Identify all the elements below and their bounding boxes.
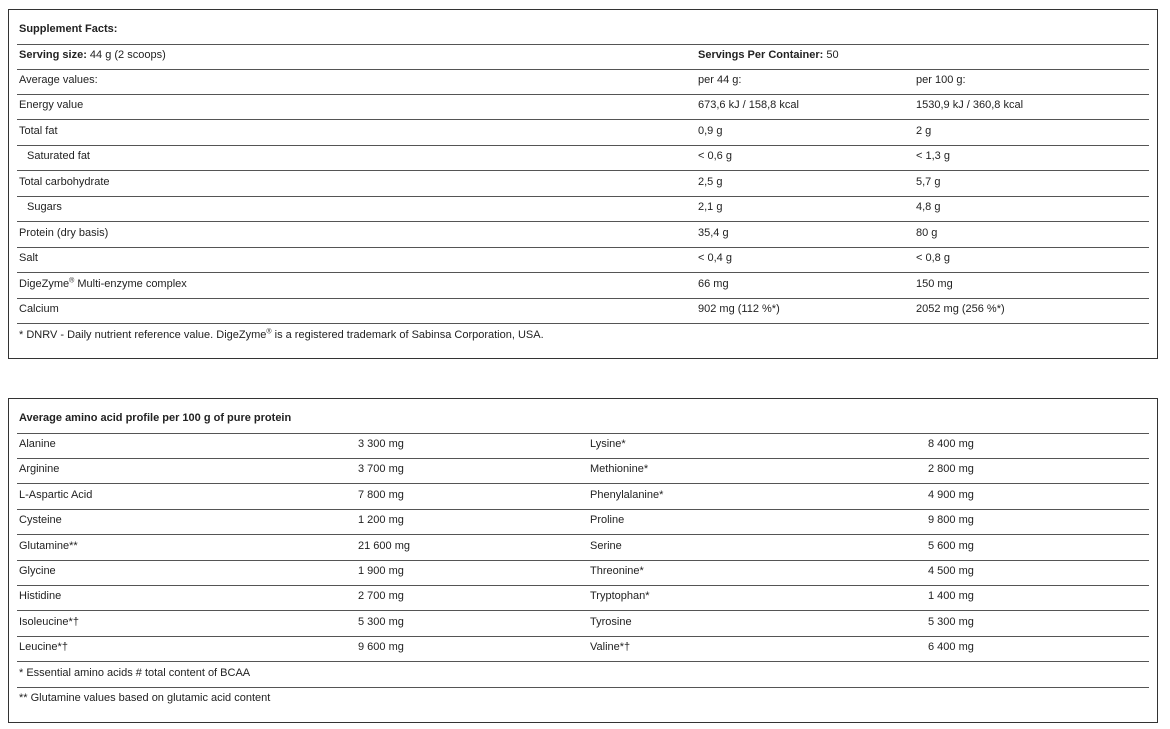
amino-value: 6 400 mg (928, 641, 974, 654)
per-serving-value: < 0,6 g (698, 150, 732, 162)
facts-row (17, 247, 1149, 273)
amino-name: Serine (590, 539, 622, 552)
amino-name: Leucine*† (19, 641, 68, 654)
per-100-value: 150 mg (916, 277, 953, 290)
amino-footnote2: ** Glutamine values based on glutamic acid content (19, 692, 271, 704)
amino-name: Glycine (19, 565, 56, 577)
facts-row (17, 171, 1149, 197)
amino-value: 21 600 mg (358, 539, 410, 552)
amino-footnote1: * Essential amino acids # total content of BCAA (19, 667, 251, 679)
header-per-100: per 100 g: (916, 74, 966, 86)
amino-name: Arginine (19, 463, 60, 476)
per-100-value: 2052 mg (256 %*) (916, 303, 1005, 315)
per-100-value: 1530,9 kJ / 360,8 kcal (916, 99, 1024, 111)
header-per-serving: per 44 g: (698, 74, 742, 86)
amino-value: 1 400 mg (928, 590, 974, 603)
amino-name: Methionine* (590, 463, 649, 476)
supplement-facts-table (8, 9, 1158, 359)
amino-title-row (17, 399, 1149, 434)
serving-row (17, 44, 1149, 70)
amino-value: 8 400 mg (928, 438, 974, 450)
nutrient-name: Sugars (27, 201, 62, 213)
amino-row (17, 611, 1149, 637)
facts-row (17, 222, 1149, 248)
amino-value: 5 300 mg (358, 615, 404, 628)
amino-row (17, 560, 1149, 586)
amino-value: 3 300 mg (358, 438, 404, 450)
per-serving-value: < 0,4 g (698, 252, 732, 264)
amino-name: Glutamine** (19, 539, 78, 552)
amino-name: Phenylalanine* (590, 488, 664, 501)
amino-value: 4 500 mg (928, 565, 974, 577)
per-100-value: 2 g (916, 124, 932, 137)
servings-label: Servings Per Container: (698, 49, 824, 61)
facts-row (17, 120, 1149, 146)
amino-value: 2 700 mg (358, 590, 404, 603)
amino-name: Threonine* (590, 565, 644, 577)
amino-name: Tyrosine (590, 615, 632, 628)
nutrient-name: DigeZyme® Multi-enzyme complex (19, 276, 187, 290)
per-serving-value: 673,6 kJ / 158,8 kcal (698, 99, 799, 111)
facts-title-row (17, 10, 1149, 45)
servings-per-container (698, 49, 839, 61)
amino-row (17, 458, 1149, 484)
amino-value: 4 900 mg (928, 488, 974, 501)
servings-value: 50 (823, 49, 839, 61)
amino-value: 7 800 mg (358, 488, 404, 501)
amino-acid-table (8, 398, 1158, 723)
amino-row (17, 585, 1149, 611)
facts-row (17, 145, 1149, 171)
amino-row (17, 509, 1149, 535)
amino-value: 2 800 mg (928, 463, 974, 476)
facts-header-row (17, 69, 1149, 95)
per-serving-value: 2,1 g (698, 201, 723, 213)
per-100-value: 5,7 g (916, 175, 941, 188)
nutrient-name: Calcium (19, 303, 59, 315)
amino-value: 5 300 mg (928, 615, 974, 628)
per-serving-value: 902 mg (112 %*) (698, 303, 780, 315)
amino-name: Proline (590, 514, 625, 527)
per-100-value: < 0,8 g (916, 252, 950, 264)
amino-title: Average amino acid profile per 100 g of pure protein (19, 412, 292, 424)
per-100-value: 4,8 g (916, 201, 941, 213)
serving-size-label: Serving size: (19, 49, 87, 61)
per-serving-value: 0,9 g (698, 124, 723, 137)
facts-footnote: * DNRV - Daily nutrient reference value. DigeZyme® is a registered trademark of Sabinsa Corporation, USA. (19, 328, 544, 341)
per-serving-value: 66 mg (698, 277, 729, 290)
amino-name: Alanine (19, 438, 56, 450)
nutrient-name: Protein (dry basis) (19, 226, 109, 239)
per-serving-value: 35,4 g (698, 226, 729, 239)
amino-row (17, 636, 1149, 662)
facts-title: Supplement Facts: (19, 23, 118, 35)
amino-footnote1-row (17, 662, 1149, 688)
per-100-value: < 1,3 g (916, 150, 950, 162)
amino-row (17, 535, 1149, 561)
amino-value: 3 700 mg (358, 463, 404, 476)
facts-row (17, 273, 1149, 299)
serving-size (19, 49, 166, 61)
nutrient-name: Total fat (19, 124, 58, 137)
header-name: Average values: (19, 74, 98, 86)
per-100-value: 80 g (916, 226, 938, 239)
facts-row (17, 196, 1149, 222)
amino-value: 9 600 mg (358, 641, 404, 654)
amino-name: Valine*† (590, 641, 631, 654)
serving-size-value: 44 g (2 scoops) (86, 49, 166, 61)
amino-value: 1 200 mg (358, 514, 404, 527)
amino-name: Isoleucine*† (19, 615, 79, 628)
amino-name: Histidine (19, 590, 62, 603)
per-serving-value: 2,5 g (698, 175, 723, 188)
amino-value: 1 900 mg (358, 565, 404, 577)
amino-name: Cysteine (19, 514, 62, 527)
amino-name: Lysine* (590, 438, 626, 450)
amino-value: 5 600 mg (928, 539, 974, 552)
nutrient-name: Energy value (19, 99, 84, 111)
amino-row (17, 433, 1149, 459)
facts-row (17, 298, 1149, 324)
facts-row (17, 94, 1149, 120)
nutrient-name: Total carbohydrate (19, 175, 110, 188)
amino-row (17, 484, 1149, 510)
amino-value: 9 800 mg (928, 514, 974, 527)
nutrient-name: Saturated fat (27, 150, 90, 162)
amino-name: Tryptophan* (590, 590, 650, 603)
nutrient-name: Salt (19, 252, 38, 264)
amino-name: L-Aspartic Acid (19, 488, 93, 501)
